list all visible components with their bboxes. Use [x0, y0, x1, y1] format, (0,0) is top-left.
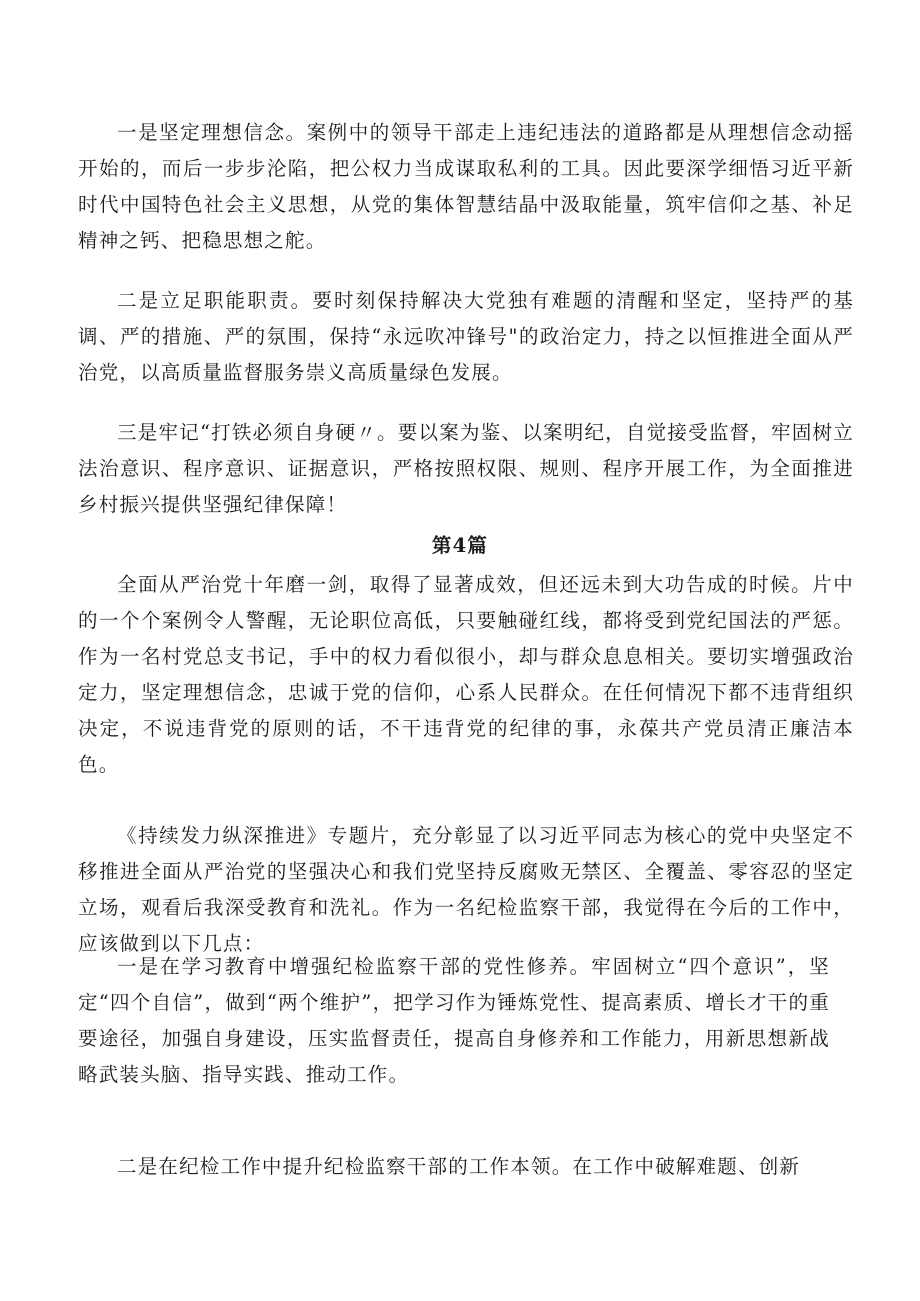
- paragraph-self-discipline: 三是牢记“打铁必须自身硬〃。要以案为鉴、以案明纪，自觉接受监督，牢固树立法治意识、程序意识、证据意识，严格按照权限、规则、程序开展工作，为全面推进乡村振兴提供坚强纪律保障！: [78, 421, 854, 516]
- section-heading: 第4篇: [431, 534, 489, 557]
- paragraph-duties: 二是立足职能职责。要时刻保持解决大党独有难题的清醒和坚定，坚持严的基调、严的措施、严的氛围，保持“永远吹冲锋号"的政治定力，持之以恒推进全面从严治党，以高质量监督服务崇义高质量绿色发展。: [78, 289, 854, 384]
- paragraph-party-spirit: 一是在学习教育中增强纪检监察干部的党性修养。牢固树立“四个意识”，坚定“四个自信”，做到“两个维护”，把学习作为锤炼党性、提高素质、增长才干的重要途径，加强自身建设，压实监督责任，提高自身修养和工作能力，用新思想新战略武装头脑、指导实践、推动工作。: [78, 955, 830, 1086]
- paragraph-work-skills: 二是在纪检工作中提升纪检监察干部的工作本领。在工作中破解难题、创新: [117, 1155, 801, 1178]
- paragraph-documentary: 《持续发力纵深推进》专题片，充分彰显了以习近平同志为核心的党中央坚定不移推进全面从严治党的坚强决心和我们党坚持反腐败无禁区、全覆盖、零容忍的坚定立场，观看后我深受教育和洗礼。作为一名纪检监察干部，我觉得在今后的工作中，应该做到以下几点：: [78, 824, 854, 955]
- paragraph-village-secretary: 全面从严治党十年磨一剑，取得了显著成效，但还远未到大功告成的时候。片中的一个个案例令人警醒，无论职位高低，只要触碰红线，都将受到党纪国法的严惩。作为一名村党总支书记，手中的权力看似很小，却与群众息息相关。要切实增强政治定力，坚定理想信念，忠诚于党的信仰，心系人民群众。在任何情况下都不违背组织决定，不说违背党的原则的话，不干违背党的纪律的事，永葆共产党员清正廉洁本色。: [78, 573, 854, 776]
- paragraph-ideals: 一是坚定理想信念。案例中的领导干部走上违纪违法的道路都是从理想信念动摇开始的，而后一步步沦陷，把公权力当成谋取私利的工具。因此要深学细悟习近平新时代中国特色社会主义思想，从党的集体智慧结晶中汲取能量，筑牢信仰之基、补足精神之钙、把稳思想之舵。: [78, 121, 854, 252]
